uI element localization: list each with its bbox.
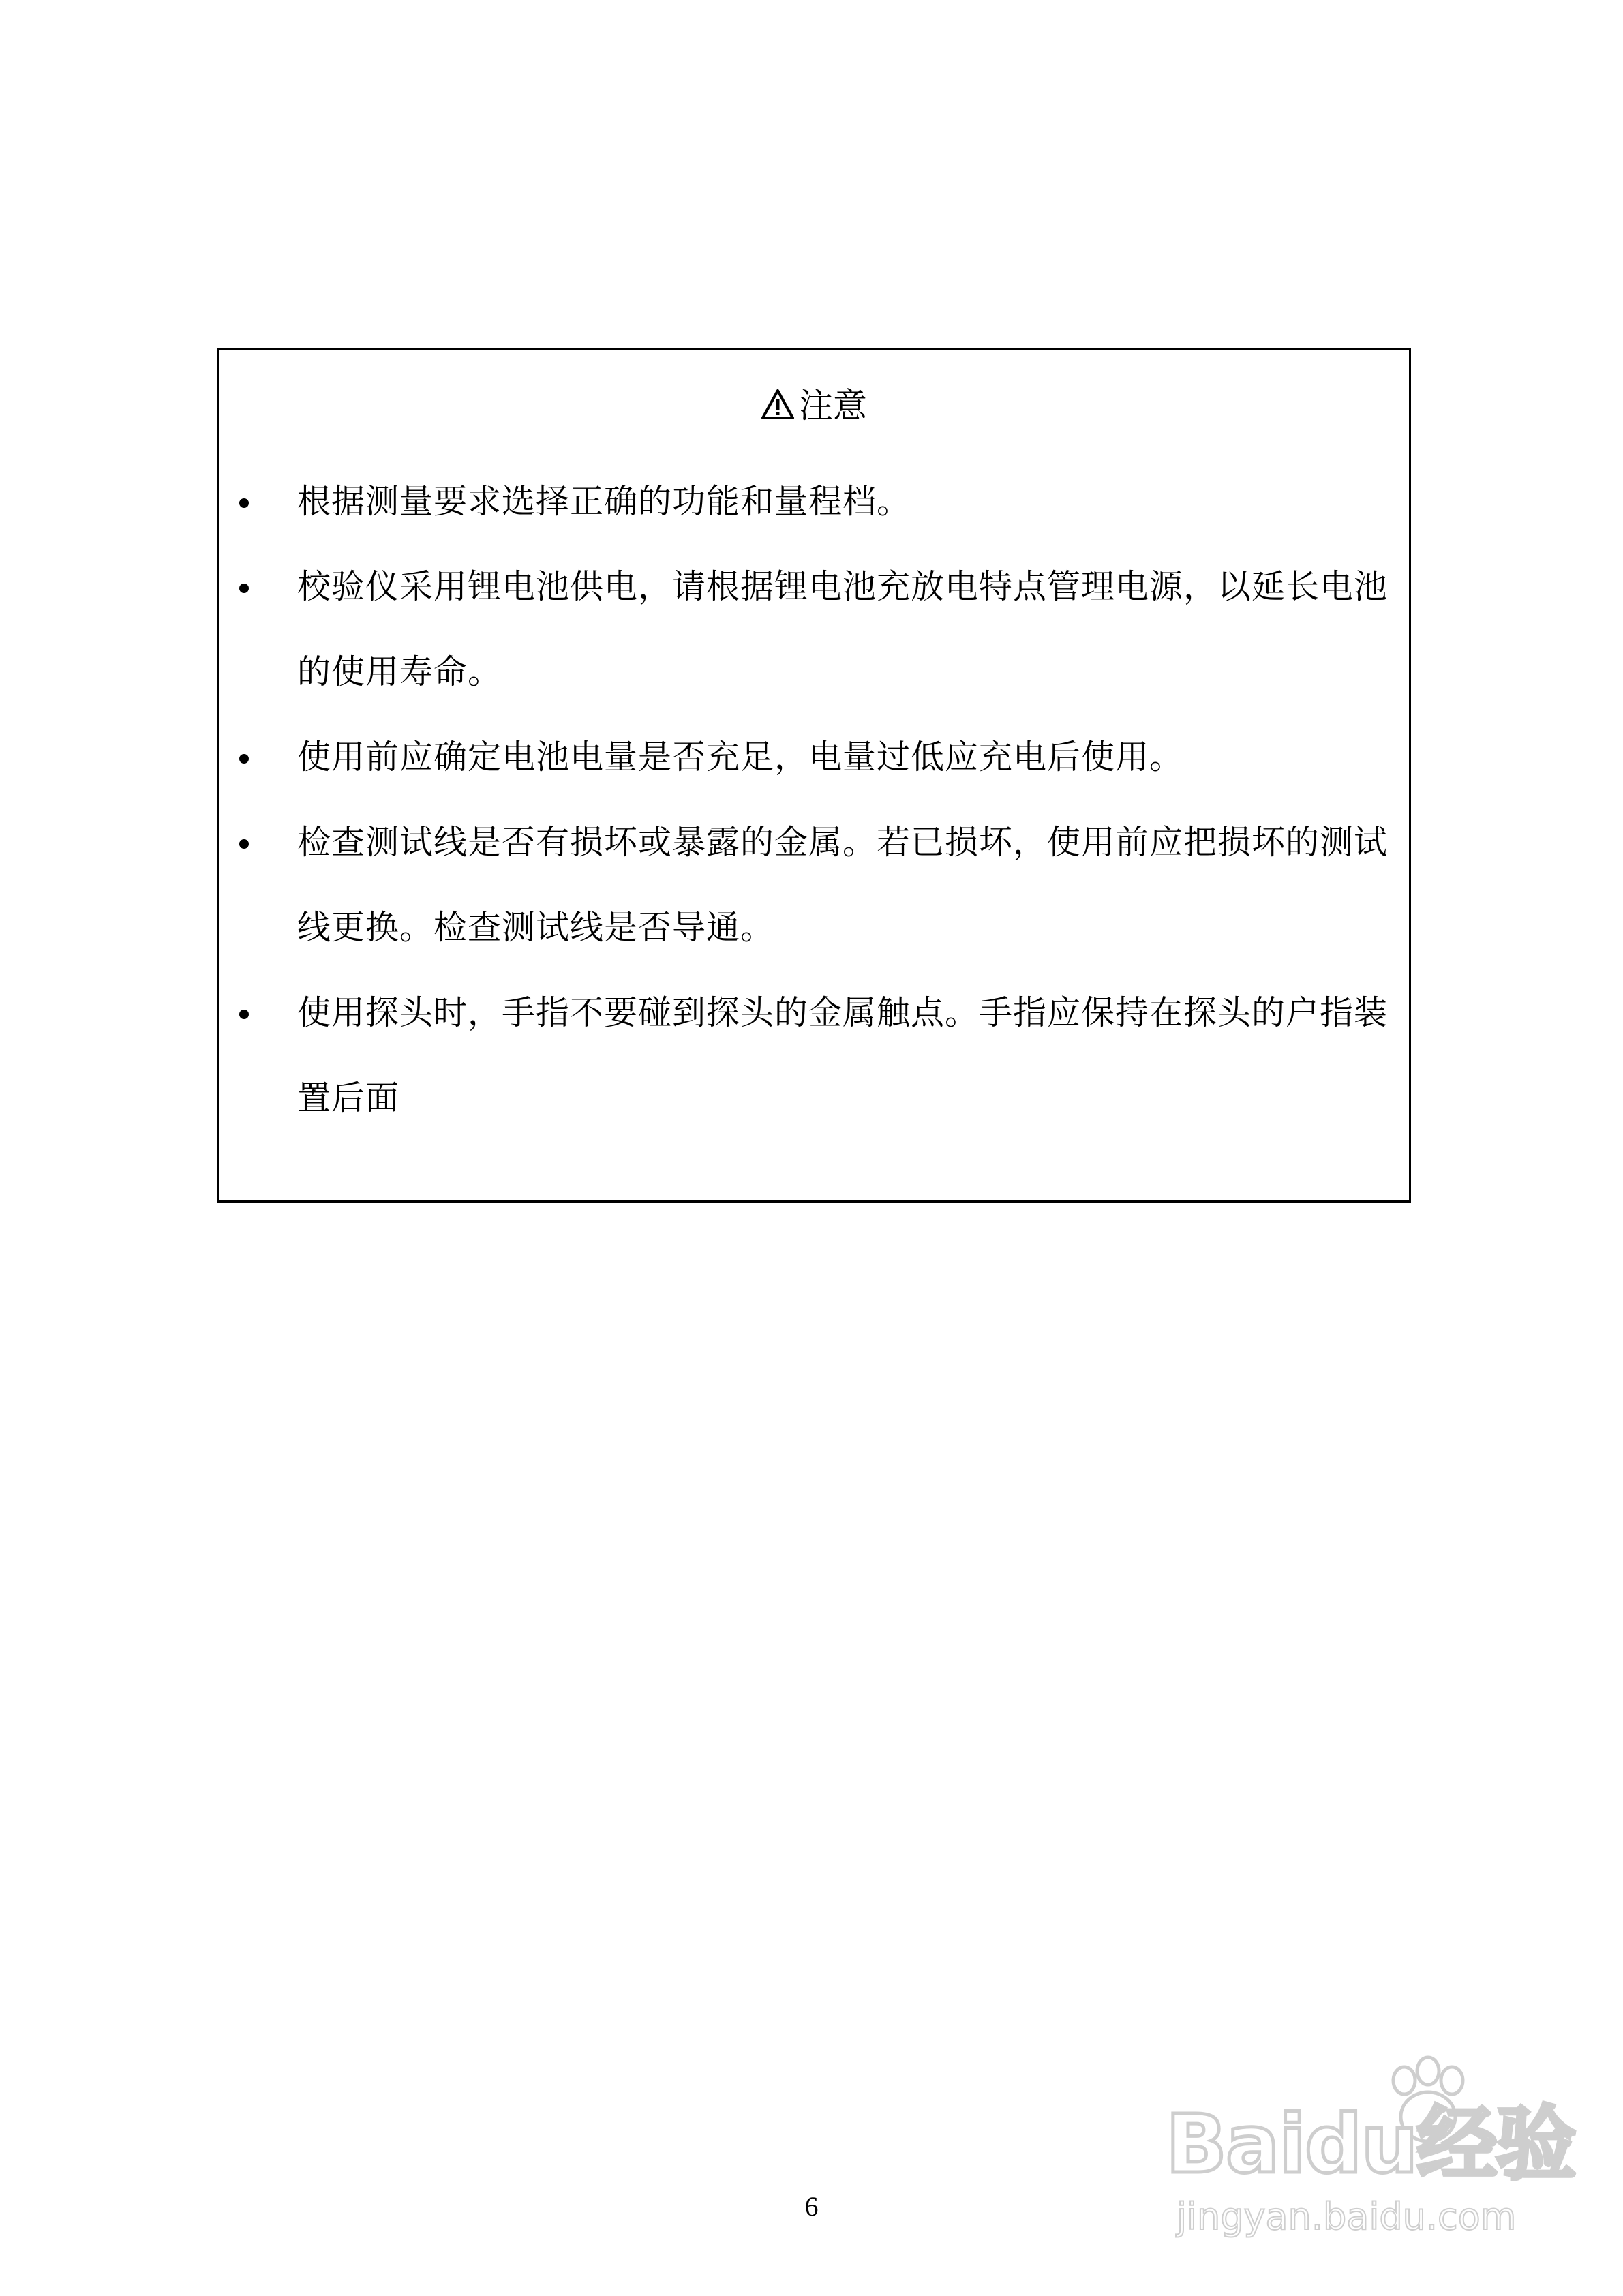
notice-heading	[219, 378, 1409, 433]
notice-list	[219, 459, 1409, 1141]
bullet-icon	[239, 754, 249, 764]
bullet-icon	[239, 584, 249, 593]
bullet-icon	[239, 1010, 249, 1019]
list-item-text: 校验仪采用锂电池供电，请根据锂电池充放电特点管理电源，以延长电池的使用寿命。	[297, 567, 1389, 691]
notice-box	[217, 348, 1411, 1203]
list-item	[219, 970, 1409, 1141]
warning-triangle-icon	[761, 389, 795, 420]
list-item-text: 使用探头时，手指不要碰到探头的金属触点。手指应保持在探头的户指装置后面	[297, 993, 1389, 1117]
list-item-text: 使用前应确定电池电量是否充足，电量过低应充电后使用。	[297, 738, 1184, 776]
page-number: 6	[804, 2191, 819, 2222]
list-item-text: 检查测试线是否有损坏或暴露的金属。若已损坏，使用前应把损坏的测试线更换。检查测试线是否导通。	[297, 823, 1389, 947]
list-item	[219, 459, 1409, 544]
list-item-text: 根据测量要求选择正确的功能和量程档。	[297, 482, 911, 521]
watermark-brand: Baidu经验	[1166, 2097, 1575, 2191]
notice-title: 注意	[799, 386, 867, 425]
list-item	[219, 800, 1409, 970]
watermark-url: jingyan.baidu.com	[1177, 2195, 1517, 2238]
bullet-icon	[239, 498, 249, 508]
list-item	[219, 544, 1409, 714]
bullet-icon	[239, 839, 249, 849]
list-item	[219, 714, 1409, 800]
